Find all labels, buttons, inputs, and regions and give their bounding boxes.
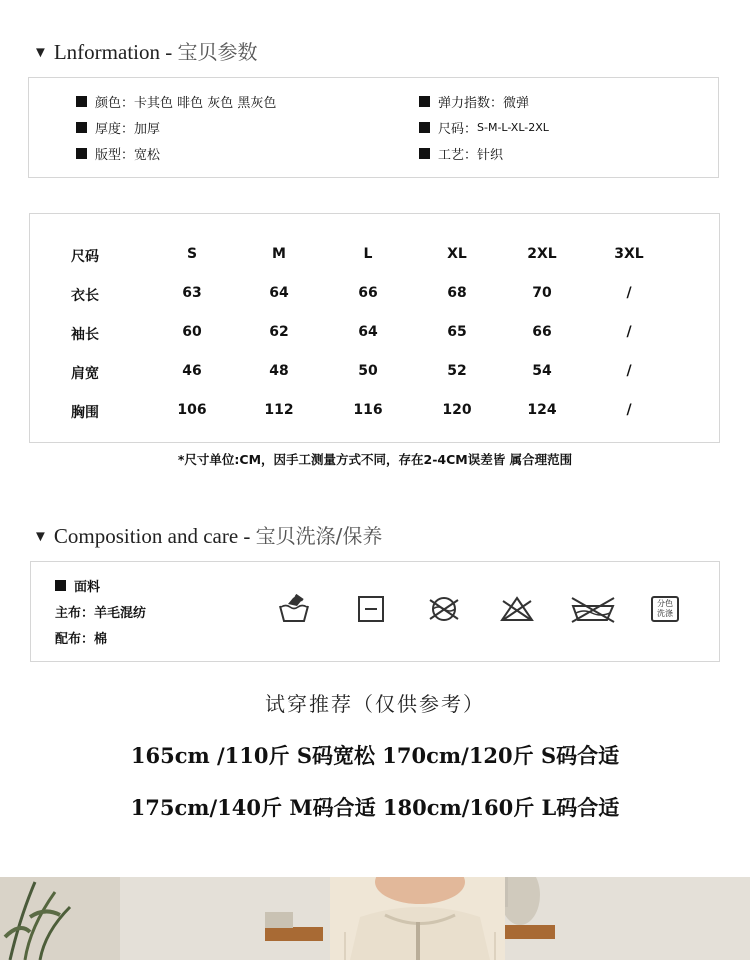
size-table-cell: 65 <box>447 324 467 340</box>
size-table-cell: 68 <box>447 285 467 301</box>
size-table-cell: / <box>626 402 632 418</box>
no-tumble-dry-icon <box>426 594 462 624</box>
tumble-dry-icon <box>353 594 389 624</box>
info-item-thickness: 厚度： 加厚 <box>76 118 160 137</box>
bullet-square-icon <box>419 148 430 159</box>
size-table-cell: 66 <box>358 285 378 301</box>
bullet-square-icon <box>76 122 87 133</box>
recommendation-line-2: 175cm/140斤 M码合适 180cm/160斤 L码合适 <box>130 795 620 820</box>
size-table-header-cell: 2XL <box>527 246 557 262</box>
info-item-craft: 工艺： 针织 <box>419 144 503 163</box>
size-table-cell: 50 <box>358 363 378 379</box>
size-table-cell: 64 <box>358 324 378 340</box>
info-item-sizes: 尺码： S-M-L-XL-2XL <box>419 118 549 137</box>
product-photo-illustration <box>0 877 750 960</box>
size-table-header-cell: S <box>186 246 198 262</box>
recommendation-title: 试穿推荐（仅供参考） <box>265 692 485 716</box>
bullet-square-icon <box>419 122 430 133</box>
size-table-row-label: 胸围 <box>71 405 99 421</box>
size-table-cell: 54 <box>532 363 552 379</box>
fabric-heading: 面料 <box>55 576 100 595</box>
main-fabric: 主布：羊毛混纺 <box>55 606 147 621</box>
size-table-cell: 48 <box>269 363 289 379</box>
size-table-header-cell: M <box>272 246 286 262</box>
size-table-cell: 116 <box>353 402 383 418</box>
care-title: ▼ Composition and care - 宝贝洗涤/保养 <box>33 524 383 548</box>
size-table-cell: 64 <box>269 285 289 301</box>
info-item-elasticity: 弹力指数： 微弹 <box>419 92 529 111</box>
triangle-down-icon: ▼ <box>33 45 48 61</box>
size-table-cell: 120 <box>442 402 472 418</box>
no-iron-icon <box>570 594 616 624</box>
triangle-down-icon: ▼ <box>33 529 48 545</box>
size-table-row-label: 袖长 <box>71 327 99 343</box>
size-table-header-cell: 尺码 <box>71 249 99 265</box>
product-photo <box>0 877 750 960</box>
bullet-square-icon <box>419 96 430 107</box>
size-table-cell: 124 <box>527 402 557 418</box>
size-table-cell: 62 <box>269 324 289 340</box>
size-table-cell: 52 <box>447 363 467 379</box>
hand-wash-icon <box>276 594 312 624</box>
bullet-square-icon <box>76 148 87 159</box>
size-table-cell: / <box>626 285 632 301</box>
accessory-fabric: 配布：棉 <box>55 632 108 647</box>
size-table-cell: 66 <box>532 324 552 340</box>
size-table-row-label: 衣长 <box>71 288 99 304</box>
information-title: ▼ Lnformation - 宝贝参数 <box>33 40 258 64</box>
size-table-cell: 70 <box>532 285 552 301</box>
size-table-cell: / <box>626 324 632 340</box>
no-bleach-icon <box>499 594 535 624</box>
wash-separately-icon: 分色 洗涤 <box>651 596 679 622</box>
size-table-header-cell: L <box>363 246 373 262</box>
bullet-square-icon <box>55 580 66 591</box>
size-table-cell: 106 <box>177 402 207 418</box>
size-table-header-cell: XL <box>447 246 467 262</box>
recommendation-line-1: 165cm /110斤 S码宽松 170cm/120斤 S码合适 <box>130 743 620 768</box>
size-table-cell: 60 <box>182 324 202 340</box>
size-table-cell: 46 <box>182 363 202 379</box>
size-table-cell: 63 <box>182 285 202 301</box>
size-note: *尺寸单位:CM，因手工测量方式不同，存在2-4CM误差皆 属合理范围 <box>177 452 573 467</box>
info-item-fit: 版型： 宽松 <box>76 144 160 163</box>
size-table-header-cell: 3XL <box>614 246 644 262</box>
info-item-color: 颜色： 卡其色 啡色 灰色 黑灰色 <box>76 92 276 111</box>
size-table-row-label: 肩宽 <box>71 366 99 382</box>
size-table-cell: / <box>626 363 632 379</box>
bullet-square-icon <box>76 96 87 107</box>
size-table-cell: 112 <box>264 402 294 418</box>
